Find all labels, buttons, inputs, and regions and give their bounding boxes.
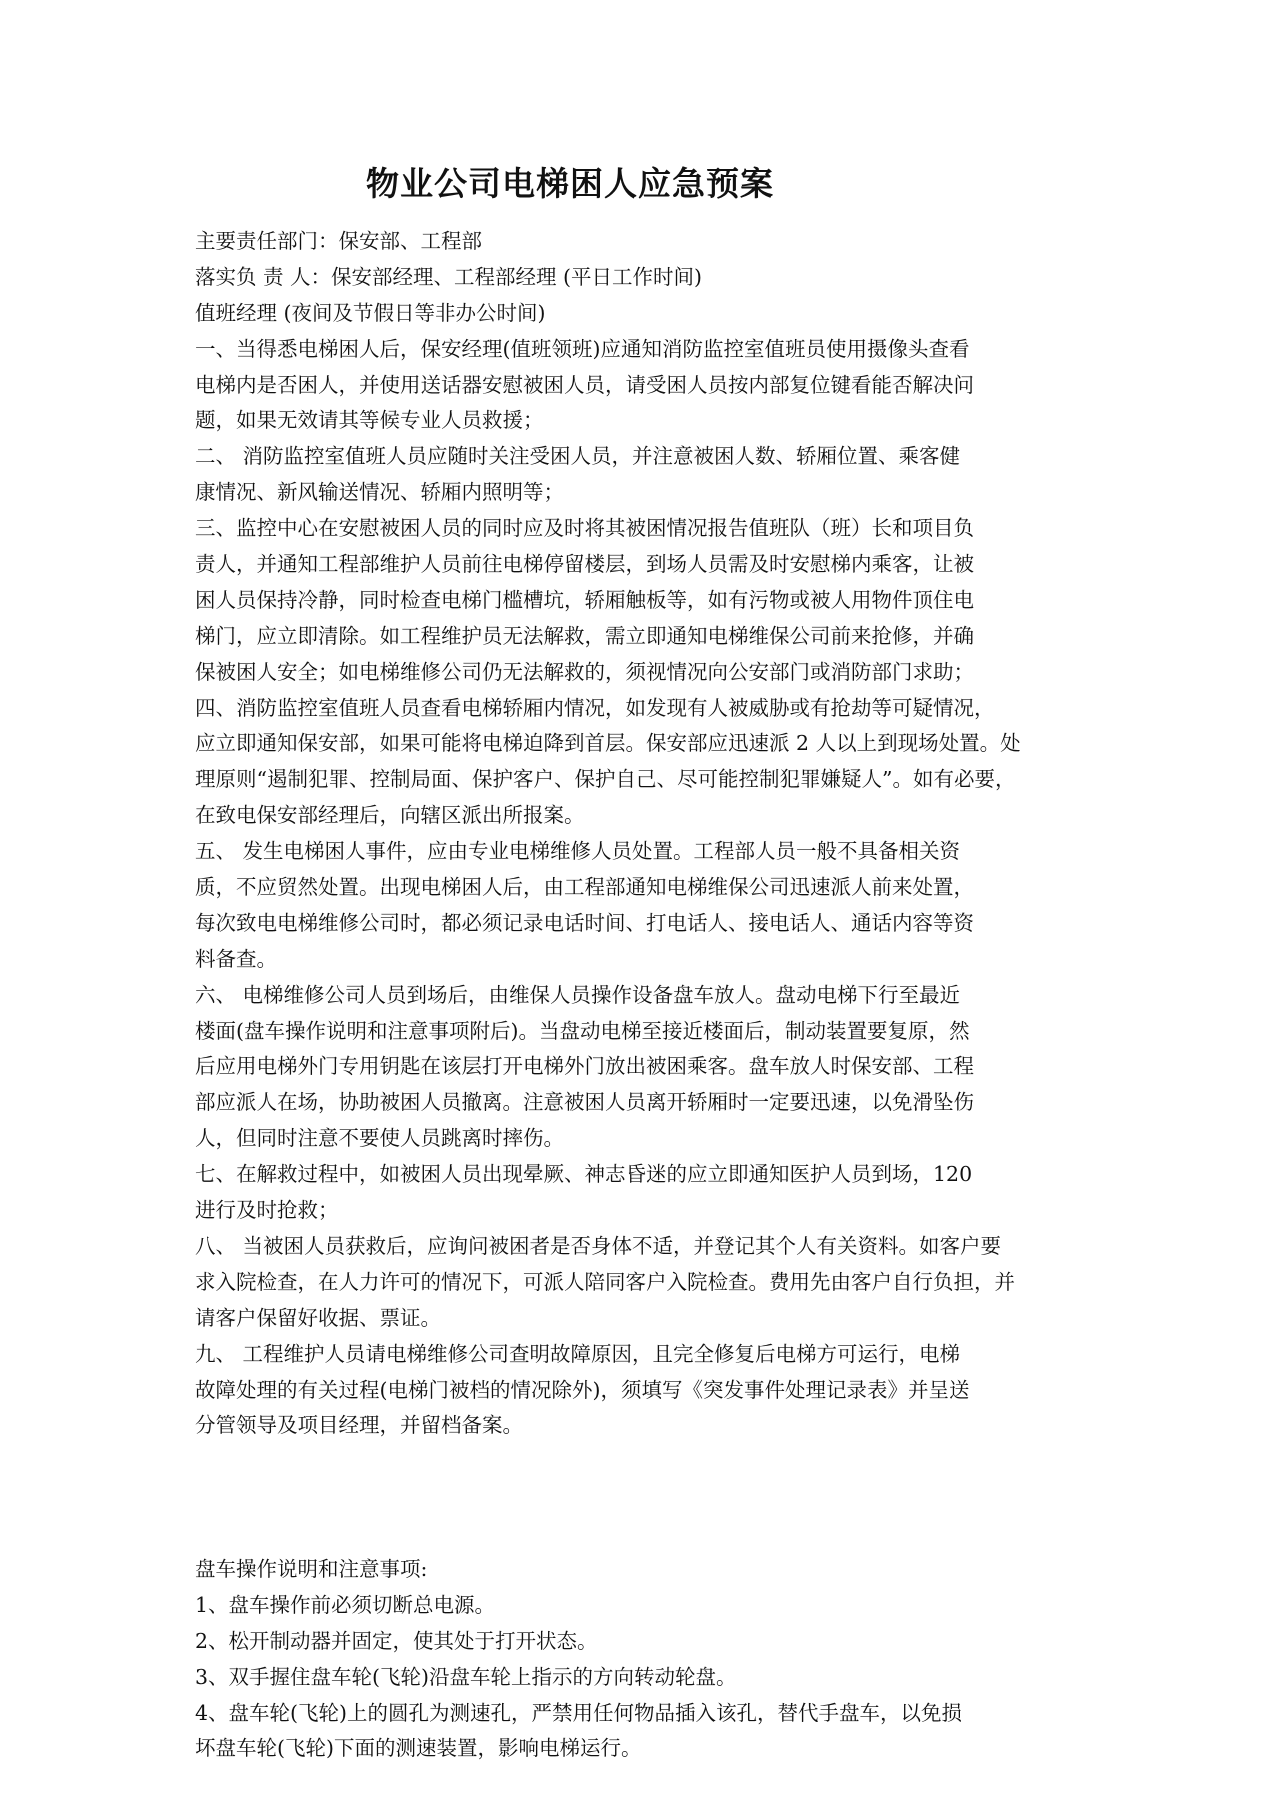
text-line: 困人员保持冷静，同时检查电梯门槛槽坑，轿厢触板等，如有污物或被人用物件顶住电 xyxy=(195,587,974,612)
text-line: 进行及时抢救； xyxy=(195,1198,339,1223)
appendix-line: 坏盘车轮(飞轮)下面的测速装置，影响电梯运行。 xyxy=(195,1736,642,1761)
document-title: 物业公司电梯困人应急预案 xyxy=(366,164,774,203)
text-line: 部应派人在场，协助被困人员撤离。注意被困人员离开轿厢时一定要迅速，以免滑坠伤 xyxy=(195,1090,974,1115)
text-line: 落实负 责 人：保安部经理、工程部经理 (平日工作时间) xyxy=(195,264,703,289)
text-line: 料备查。 xyxy=(195,946,277,971)
text-line: 保被困人安全；如电梯维修公司仍无法解救的，须视情况向公安部门或消防部门求助； xyxy=(195,659,974,684)
text-line: 楼面(盘车操作说明和注意事项附后)。当盘动电梯至接近楼面后，制动装置要复原，然 xyxy=(195,1018,970,1043)
text-line: 请客户保留好收据、票证。 xyxy=(195,1305,441,1330)
text-line: 后应用电梯外门专用钥匙在该层打开电梯外门放出被困乘客。盘车放人时保安部、工程 xyxy=(195,1054,974,1079)
text-line: 梯门，应立即清除。如工程维护员无法解救，需立即通知电梯维保公司前来抢修，并确 xyxy=(195,623,974,648)
appendix-line: 2、松开制动器并固定，使其处于打开状态。 xyxy=(195,1628,598,1653)
text-line: 分管领导及项目经理，并留档备案。 xyxy=(195,1413,523,1438)
text-line: 责人，并通知工程部维护人员前往电梯停留楼层，到场人员需及时安慰梯内乘客，让被 xyxy=(195,552,974,577)
text-line: 八、 当被困人员获救后，应询问被困者是否身体不适，并登记其个人有关资料。如客户要 xyxy=(195,1233,1002,1258)
appendix-line: 4、盘车轮(飞轮)上的圆孔为测速孔，严禁用任何物品插入该孔，替代手盘车，以免损 xyxy=(195,1700,963,1725)
text-line: 四、消防监控室值班人员查看电梯轿厢内情况，如发现有人被威胁或有抢劫等可疑情况， xyxy=(195,695,995,720)
text-line: 值班经理 (夜间及节假日等非办公时间) xyxy=(195,300,546,325)
text-line: 九、 工程维护人员请电梯维修公司查明故障原因，且完全修复后电梯方可运行，电梯 xyxy=(195,1341,961,1366)
text-line: 理原则“遏制犯罪、控制局面、保护客户、保护自己、尽可能控制犯罪嫌疑人”。如有必要， xyxy=(195,767,1016,792)
text-line: 题，如果无效请其等候专业人员救援； xyxy=(195,408,544,433)
appendix-line: 3、双手握住盘车轮(飞轮)沿盘车轮上指示的方向转动轮盘。 xyxy=(195,1664,737,1689)
text-line: 主要责任部门：保安部、工程部 xyxy=(195,229,482,253)
text-line: 每次致电电梯维修公司时，都必须记录电话时间、打电话人、接电话人、通话内容等资 xyxy=(195,910,974,935)
text-line: 七、在解救过程中，如被困人员出现晕厥、神志昏迷的应立即通知医护人员到场，120 xyxy=(195,1162,973,1187)
text-line: 质，不应贸然处置。出现电梯困人后，由工程部通知电梯维保公司迅速派人前来处置， xyxy=(195,875,974,900)
text-line: 应立即通知保安部，如果可能将电梯迫降到首层。保安部应迅速派 2 人以上到现场处置。处 xyxy=(195,731,1021,756)
text-line: 电梯内是否困人，并使用送话器安慰被困人员，请受困人员按内部复位键看能否解决问 xyxy=(195,372,974,397)
text-line: 在致电保安部经理后，向辖区派出所报案。 xyxy=(195,803,585,828)
appendix-line: 1、盘车操作前必须切断总电源。 xyxy=(195,1592,496,1617)
text-line: 故障处理的有关过程(电梯门被档的情况除外)，须填写《突发事件处理记录表》并呈送 xyxy=(195,1377,970,1402)
section-spacer xyxy=(195,1444,1095,1552)
text-line: 一、当得悉电梯困人后，保安经理(值班领班)应通知消防监控室值班员使用摄像头查看 xyxy=(195,336,970,361)
text-line: 六、 电梯维修公司人员到场后，由维保人员操作设备盘车放人。盘动电梯下行至最近 xyxy=(195,982,961,1007)
text-line: 五、 发生电梯困人事件，应由专业电梯维修人员处置。工程部人员一般不具备相关资 xyxy=(195,839,961,864)
text-line: 人，但同时注意不要使人员跳离时摔伤。 xyxy=(195,1126,564,1151)
text-line: 康情况、新风输送情况、轿厢内照明等； xyxy=(195,480,564,505)
appendix-heading: 盘车操作说明和注意事项: xyxy=(195,1556,428,1581)
text-line: 三、监控中心在安慰被困人员的同时应及时将其被困情况报告值班队（班）长和项目负 xyxy=(195,516,974,541)
text-line: 二、 消防监控室值班人员应随时关注受困人员，并注意被困人数、轿厢位置、乘客健 xyxy=(195,444,961,469)
document-body xyxy=(195,224,1095,1767)
text-line: 求入院检查，在人力许可的情况下，可派人陪同客户入院检查。费用先由客户自行负担，并 xyxy=(195,1269,1015,1294)
